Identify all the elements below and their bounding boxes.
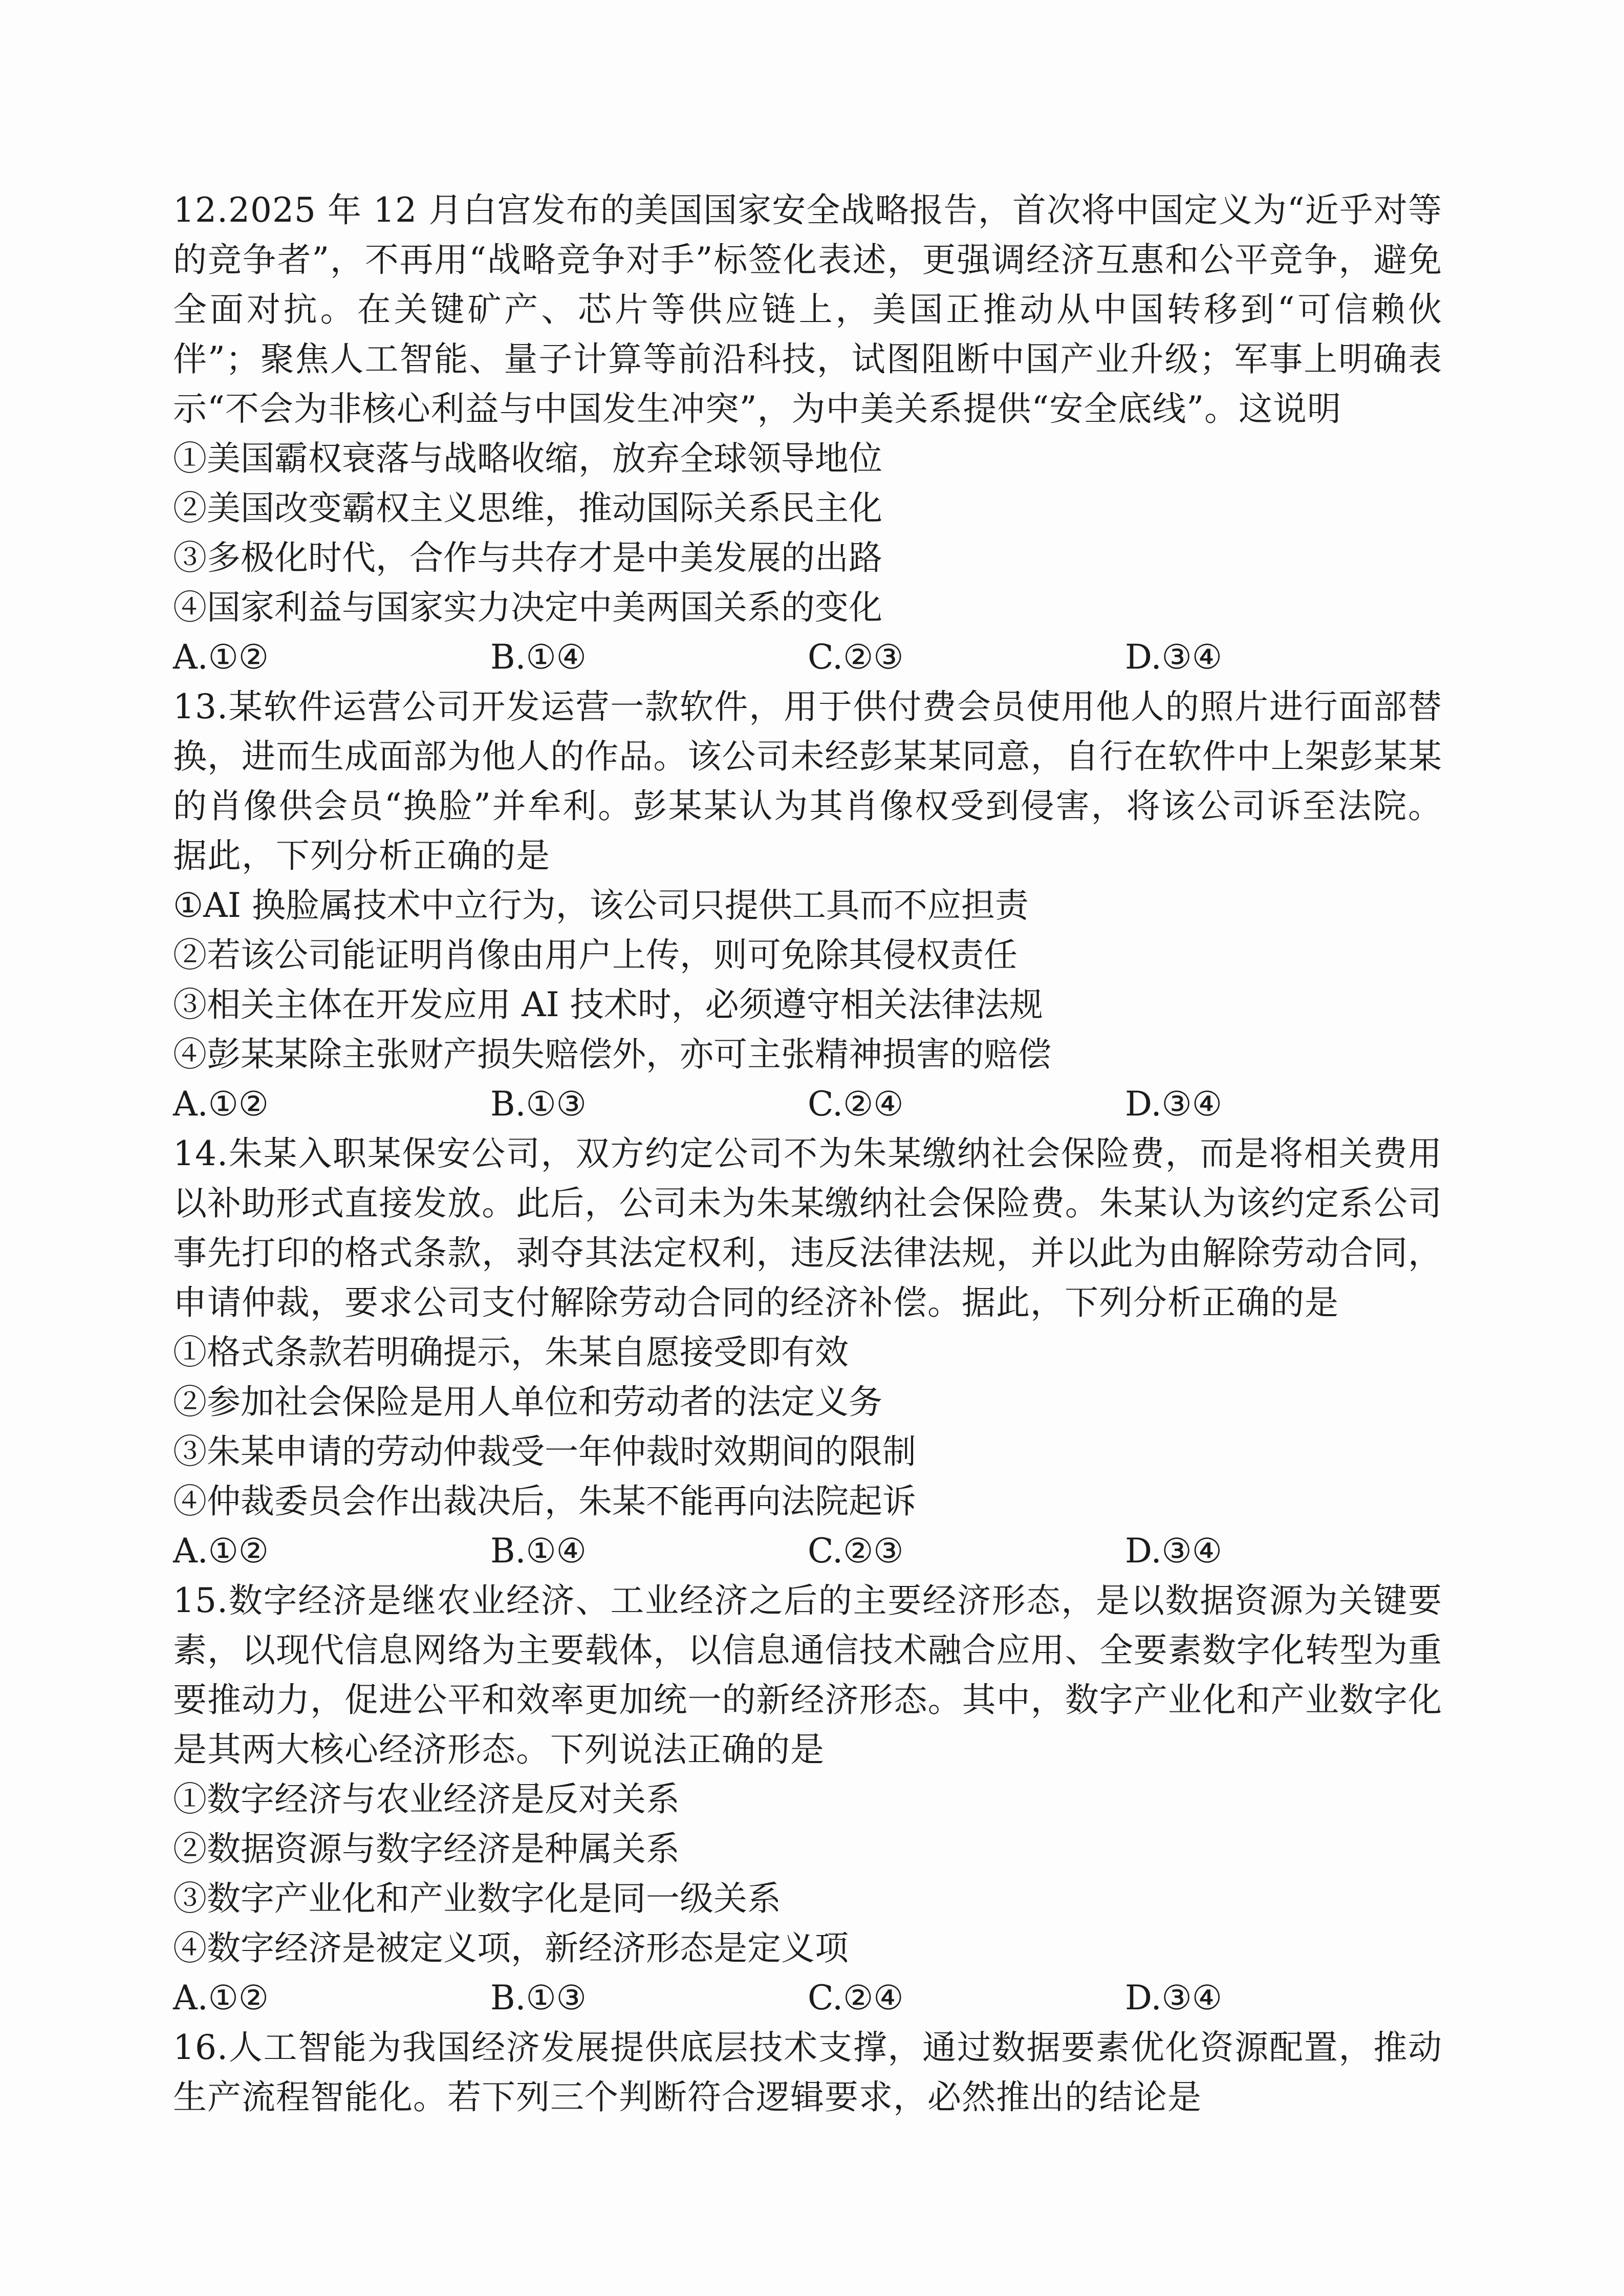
choice-b: B.①④ (490, 637, 587, 677)
answer-choices (173, 1973, 1442, 2023)
choice-c: C.②④ (808, 1978, 904, 2018)
choice-d: D.③④ (1125, 637, 1222, 677)
choice-c: C.②④ (808, 1084, 904, 1124)
option-2: ②数据资源与数字经济是种属关系 (173, 1829, 680, 1869)
option-2: ②美国改变霸权主义思维，推动国际关系民主化 (173, 488, 882, 528)
option-4: ④彭某某除主张财产损失赔偿外，亦可主张精神损害的赔偿 (173, 1035, 1051, 1074)
option-3: ③数字产业化和产业数字化是同一级关系 (173, 1879, 781, 1918)
choice-c: C.②③ (808, 637, 904, 677)
choice-a: A.①② (173, 1531, 269, 1571)
option-4: ④国家利益与国家实力决定中美两国关系的变化 (173, 588, 882, 627)
option-1: ①美国霸权衰落与战略收缩，放弃全球领导地位 (173, 439, 882, 478)
question-stem: 12.2025 年 12 月白宫发布的美国国家安全战略报告，首次将中国定义为“近乎对等的竞争者”，不再用“战略竞争对手”标签化表述，更强调经济互惠和公平竞争，避免全面对抗。在关键矿产、芯片等供应链上，美国正推动从中国转移到“可信赖伙伴”；聚焦人工智能、量子计算等前沿科技，试图阻断中国产业升级；军事上明确表示“不会为非核心利益与中国发生冲突”，为中美关系提供“安全底线”。这说明 (173, 190, 1442, 428)
question-13 (173, 682, 1442, 1129)
option-1: ①AI 换脸属技术中立行为，该公司只提供工具而不应担责 (173, 886, 1029, 925)
option-3: ③多极化时代，合作与共存才是中美发展的出路 (173, 538, 882, 577)
choice-b: B.①③ (490, 1084, 587, 1124)
choice-d: D.③④ (1125, 1531, 1222, 1571)
option-1: ①数字经济与农业经济是反对关系 (173, 1779, 680, 1819)
answer-choices (173, 1079, 1442, 1129)
option-3: ③朱某申请的劳动仲裁受一年仲裁时效期间的限制 (173, 1432, 916, 1471)
question-15 (173, 1576, 1442, 2023)
choice-b: B.①③ (490, 1978, 587, 2018)
answer-choices (173, 1526, 1442, 1576)
option-2: ②若该公司能证明肖像由用户上传，则可免除其侵权责任 (173, 935, 1017, 975)
choice-a: A.①② (173, 1978, 269, 2018)
option-4: ④仲裁委员会作出裁决后，朱某不能再向法院起诉 (173, 1482, 916, 1521)
exam-content (173, 185, 1442, 2122)
choice-c: C.②③ (808, 1531, 904, 1571)
choice-a: A.①② (173, 637, 269, 677)
question-stem: 14.朱某入职某保安公司，双方约定公司不为朱某缴纳社会保险费，而是将相关费用以补助形式直接发放。此后，公司未为朱某缴纳社会保险费。朱某认为该约定系公司事先打印的格式条款，剥夺其法定权利，违反法律法规，并以此为由解除劳动合同，申请仲裁，要求公司支付解除劳动合同的经济补偿。据此，下列分析正确的是 (173, 1134, 1442, 1322)
question-12 (173, 185, 1442, 682)
option-2: ②参加社会保险是用人单位和劳动者的法定义务 (173, 1382, 882, 1422)
choice-d: D.③④ (1125, 1084, 1222, 1124)
option-3: ③相关主体在开发应用 AI 技术时，必须遵守相关法律法规 (173, 985, 1043, 1024)
question-16 (173, 2023, 1442, 2122)
choice-d: D.③④ (1125, 1978, 1222, 2018)
question-stem: 15.数字经济是继农业经济、工业经济之后的主要经济形态，是以数据资源为关键要素，以现代信息网络为主要载体，以信息通信技术融合应用、全要素数字化转型为重要推动力，促进公平和效率更加统一的新经济形态。其中，数字产业化和产业数字化是其两大核心经济形态。下列说法正确的是 (173, 1581, 1442, 1769)
question-stem: 13.某软件运营公司开发运营一款软件，用于供付费会员使用他人的照片进行面部替换，进而生成面部为他人的作品。该公司未经彭某某同意，自行在软件中上架彭某某的肖像供会员“换脸”并牟利。彭某某认为其肖像权受到侵害，将该公司诉至法院。据此，下列分析正确的是 (173, 687, 1442, 875)
answer-choices (173, 632, 1442, 682)
choice-b: B.①④ (490, 1531, 587, 1571)
choice-a: A.①② (173, 1084, 269, 1124)
question-14 (173, 1129, 1442, 1576)
question-stem: 16.人工智能为我国经济发展提供底层技术支撑，通过数据要素优化资源配置，推动生产流程智能化。若下列三个判断符合逻辑要求，必然推出的结论是 (173, 2028, 1442, 2117)
option-1: ①格式条款若明确提示，朱某自愿接受即有效 (173, 1333, 849, 1372)
option-4: ④数字经济是被定义项，新经济形态是定义项 (173, 1928, 849, 1968)
